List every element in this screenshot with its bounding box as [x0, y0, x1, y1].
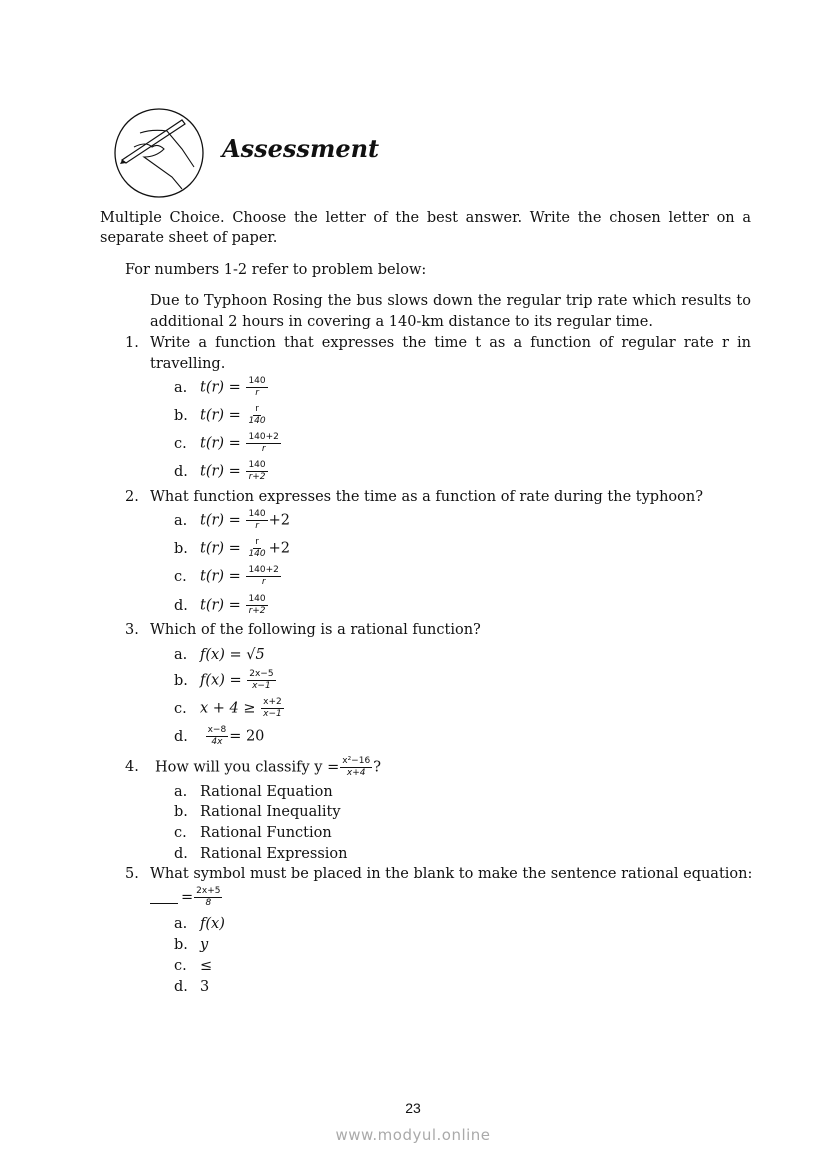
choice-option[interactable]: [174, 725, 264, 747]
choice-label: d.: [174, 979, 188, 995]
question-text: [150, 486, 703, 508]
fraction: [206, 725, 229, 748]
question-text: [150, 332, 751, 354]
question-number: 1.: [125, 335, 139, 351]
choice-option[interactable]: [174, 822, 332, 844]
fraction-denominator: r: [261, 444, 266, 454]
choice-option[interactable]: [174, 955, 212, 977]
question-text: [150, 619, 481, 641]
choice-label: a.: [174, 916, 188, 932]
question-text: [155, 756, 381, 778]
fraction: [246, 376, 267, 399]
fraction: [246, 460, 267, 483]
fraction-numerator: 140+2: [248, 432, 279, 442]
choice-option[interactable]: [174, 697, 285, 719]
fraction-numerator: 2x+5: [196, 886, 221, 896]
fraction-numerator: 2x−5: [249, 669, 274, 679]
question-suffix: ?: [373, 759, 381, 776]
question-text-line: How will you classify y =: [155, 759, 340, 776]
choice-label: a.: [174, 512, 188, 529]
fraction-denominator: r: [261, 577, 266, 587]
answer-blank: [150, 891, 178, 904]
fraction-denominator: 140: [248, 549, 266, 559]
choice-label: b.: [174, 937, 188, 953]
page-title: Assessment: [222, 134, 380, 163]
fraction-numerator: 140+2: [248, 565, 279, 575]
choice-option[interactable]: [174, 644, 265, 666]
choice-option[interactable]: [174, 781, 333, 803]
choice-label: b.: [174, 672, 188, 689]
choice-option[interactable]: [174, 594, 269, 616]
instructions-line-1: Multiple Choice. Choose the letter of the best answer. Write the chosen letter on a: [100, 210, 751, 226]
choice-option[interactable]: [174, 460, 269, 482]
choice-text: y: [200, 937, 209, 953]
fraction: [246, 404, 267, 427]
choice-label: d.: [174, 463, 188, 480]
question-text-line: travelling.: [150, 356, 226, 372]
choice-text: Rational Expression: [200, 846, 348, 862]
choice-option[interactable]: [174, 404, 269, 426]
choice-text: 3: [200, 979, 210, 995]
question-text: [150, 863, 752, 885]
fraction-denominator: r+2: [248, 606, 266, 616]
choice-option[interactable]: [174, 376, 269, 398]
fraction-numerator: 140: [248, 509, 266, 519]
choice-text: ≤: [200, 958, 213, 974]
fraction-denominator: 140: [248, 416, 266, 426]
fraction-denominator: 4x: [211, 737, 223, 747]
watermark: www.modyul.online: [335, 1126, 491, 1144]
choice-expression-prefix: t(r) =: [200, 540, 241, 557]
question-text-line: What function expresses the time as a function of rate during the typhoon?: [150, 489, 703, 505]
choice-expression-prefix: f(x) = √5: [200, 647, 265, 663]
question-number: 5.: [125, 866, 139, 882]
choice-label: d.: [174, 597, 188, 614]
choice-label: d.: [174, 728, 188, 745]
fraction-denominator: x+4: [346, 768, 366, 778]
choice-label: c.: [174, 700, 187, 717]
blank-equation: [150, 886, 223, 908]
fraction: [247, 669, 275, 692]
fraction-denominator: r: [255, 388, 259, 398]
choice-label: b.: [174, 407, 188, 424]
choice-option[interactable]: [174, 509, 290, 531]
choice-label: d.: [174, 846, 188, 862]
question-text-line: Which of the following is a rational function?: [150, 622, 481, 638]
choice-label: a.: [174, 379, 188, 396]
instructions-line-2: separate sheet of paper.: [100, 230, 278, 246]
fraction-numerator: r: [255, 537, 259, 547]
choice-text: Rational Equation: [200, 784, 333, 800]
choice-text: Rational Inequality: [200, 804, 341, 820]
choice-option[interactable]: [174, 432, 282, 454]
choice-label: c.: [174, 958, 187, 974]
fraction: [340, 756, 372, 779]
choice-option[interactable]: [174, 976, 209, 998]
fraction: [261, 697, 284, 720]
choice-text: Rational Function: [200, 825, 332, 841]
question-number: 3.: [125, 622, 139, 638]
fraction-numerator: 140: [248, 376, 266, 386]
choice-option[interactable]: [174, 565, 282, 587]
choice-option[interactable]: [174, 843, 347, 865]
fraction: [246, 509, 267, 532]
choice-expression-prefix: f(x) =: [200, 672, 242, 689]
fraction: [246, 432, 280, 455]
question-text-line: Write a function that expresses the time t as a function of regular rate r in: [150, 335, 751, 351]
choice-option[interactable]: [174, 801, 341, 823]
problem-line-1: Due to Typhoon Rosing the bus slows down the regular trip rate which results to: [150, 293, 751, 309]
choice-expression-suffix: +2: [268, 540, 291, 557]
choice-expression-prefix: t(r) =: [200, 435, 241, 452]
choice-label: a.: [174, 647, 188, 663]
fraction-denominator: 8: [205, 898, 212, 908]
hand-writing-pencil-icon: [112, 107, 206, 201]
choice-label: b.: [174, 804, 188, 820]
choice-expression-prefix: t(r) =: [200, 407, 241, 424]
choice-option[interactable]: [174, 537, 290, 559]
fraction-numerator: 140: [248, 460, 266, 470]
fraction: [246, 537, 267, 560]
equals-sign: =: [181, 889, 194, 906]
choice-text: f(x): [200, 916, 225, 932]
choice-option[interactable]: [174, 934, 208, 956]
fraction-numerator: x−8: [207, 725, 227, 735]
choice-expression-prefix: t(r) =: [200, 568, 241, 585]
question-number: 2.: [125, 489, 139, 505]
question-text: [150, 353, 225, 375]
choice-expression-prefix: t(r) =: [200, 463, 241, 480]
choice-label: b.: [174, 540, 188, 557]
fraction-denominator: r+2: [248, 472, 266, 482]
fraction-numerator: r: [255, 404, 259, 414]
choice-expression-prefix: t(r) =: [200, 597, 241, 614]
choice-option[interactable]: [174, 913, 225, 935]
problem-line-2: additional 2 hours in covering a 140-km distance to its regular time.: [150, 314, 653, 330]
choice-expression-suffix: = 20: [229, 728, 265, 745]
fraction: [194, 886, 222, 909]
choice-label: c.: [174, 825, 187, 841]
choice-label: a.: [174, 784, 188, 800]
choice-expression-prefix: t(r) =: [200, 379, 241, 396]
choice-expression-suffix: +2: [268, 512, 291, 529]
choice-option[interactable]: [174, 669, 277, 691]
fraction-denominator: r: [255, 521, 259, 531]
question-number: 4.: [125, 759, 139, 775]
fraction: [246, 594, 267, 617]
fraction-denominator: x−1: [263, 709, 282, 719]
question-text-line: What symbol must be placed in the blank to make the sentence rational equation:: [150, 866, 753, 882]
fraction-numerator: 140: [248, 594, 266, 604]
fraction-numerator: x²−16: [342, 756, 371, 766]
refer-text: For numbers 1-2 refer to problem below:: [125, 262, 427, 278]
fraction-denominator: x−1: [252, 681, 271, 691]
fraction: [246, 565, 280, 588]
choice-label: c.: [174, 435, 187, 452]
choice-expression-prefix: x + 4 ≥: [200, 700, 256, 717]
choice-label: c.: [174, 568, 187, 585]
page-number: 23: [405, 1100, 421, 1116]
choice-expression-prefix: t(r) =: [200, 512, 241, 529]
fraction-numerator: x+2: [263, 697, 282, 707]
